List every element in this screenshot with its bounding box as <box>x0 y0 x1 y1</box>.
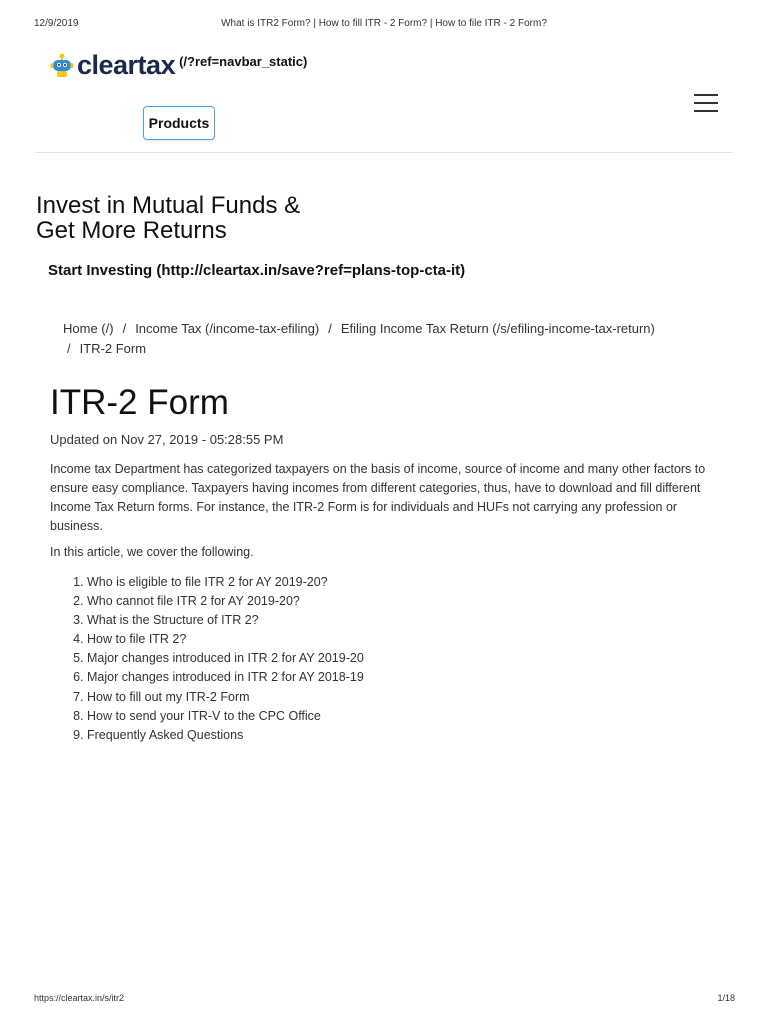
toc-item <box>87 688 364 707</box>
products-button[interactable]: Products <box>143 106 215 140</box>
toc-item <box>87 668 364 687</box>
toc-link-fill-out[interactable]: How to fill out my ITR-2 Form <box>87 689 250 704</box>
promo-heading-line1: Invest in Mutual Funds & <box>36 192 301 219</box>
toc-link-cannot-file[interactable]: Who cannot file ITR 2 for AY 2019-20? <box>87 594 300 609</box>
breadcrumb-home[interactable]: Home (/) <box>63 321 114 336</box>
start-investing-link[interactable]: Start Investing (http://cleartax.in/save?ref=plans-top-cta-it) <box>48 262 466 279</box>
print-footer-url: https://cleartax.in/s/itr2 <box>34 993 125 1003</box>
toc-item <box>87 611 364 630</box>
toc-lead: In this article, we cover the following. <box>50 545 254 559</box>
print-date: 12/9/2019 <box>34 18 79 29</box>
hamburger-icon <box>694 94 718 96</box>
print-page-number: 1/18 <box>717 993 735 1003</box>
toc-link-faq[interactable]: Frequently Asked Questions <box>87 727 244 742</box>
breadcrumb-separator: / <box>122 321 127 336</box>
page-title: ITR-2 Form <box>50 383 229 422</box>
breadcrumb-efiling[interactable]: Efiling Income Tax Return (/s/efiling-income-tax-return) <box>340 321 655 336</box>
toc-item <box>87 630 364 649</box>
table-of-contents <box>50 573 364 745</box>
toc-link-changes-2019[interactable]: Major changes introduced in ITR 2 for AY 2019-20 <box>87 651 364 666</box>
toc-item <box>87 649 364 668</box>
breadcrumb-separator: / <box>328 321 332 336</box>
breadcrumb-current: ITR-2 Form <box>79 341 147 356</box>
toc-link-how-to-file[interactable]: How to file ITR 2? <box>87 632 187 647</box>
promo-heading <box>36 193 356 243</box>
breadcrumb-income-tax[interactable]: Income Tax (/income-tax-efiling) <box>135 321 320 336</box>
navbar-divider <box>35 152 733 153</box>
promo-heading-line2: Get More Returns <box>36 217 227 244</box>
toc-link-changes-2018[interactable]: Major changes introduced in ITR 2 for AY 2018-19 <box>87 670 364 685</box>
logo-link-ref[interactable]: (/?ref=navbar_static) <box>179 54 308 69</box>
breadcrumb-separator: / <box>67 341 71 356</box>
toc-link-eligible[interactable]: Who is eligible to file ITR 2 for AY 2019-20? <box>87 575 328 589</box>
toc-item <box>87 592 364 611</box>
toc-link-send-itr-v[interactable]: How to send your ITR-V to the CPC Office <box>87 708 321 723</box>
toc-item <box>87 573 364 592</box>
print-page-title: What is ITR2 Form? | How to fill ITR - 2 Form? | How to file ITR - 2 Form? <box>221 18 547 29</box>
print-footer <box>0 993 768 1005</box>
toc-item <box>87 726 364 745</box>
navbar-logo[interactable] <box>50 50 307 80</box>
updated-timestamp: Updated on Nov 27, 2019 - 05:28:55 PM <box>50 432 284 447</box>
cleartax-mascot-icon <box>50 52 74 78</box>
toc-item <box>87 707 364 726</box>
print-header <box>0 18 768 32</box>
breadcrumb <box>63 319 703 359</box>
intro-paragraph: Income tax Department has categorized taxpayers on the basis of income, source of income and many other factors to ensure easy compliance. Taxpayers having incomes from different categories, thus, have to download and fill different Income Tax Return forms. For instance, the ITR-2 Form is for individuals and HUFs not carrying any profession or business. <box>50 462 706 533</box>
menu-button[interactable] <box>694 92 720 114</box>
logo-wordmark: cleartax <box>77 50 176 80</box>
toc-link-structure[interactable]: What is the Structure of ITR 2? <box>87 613 259 628</box>
